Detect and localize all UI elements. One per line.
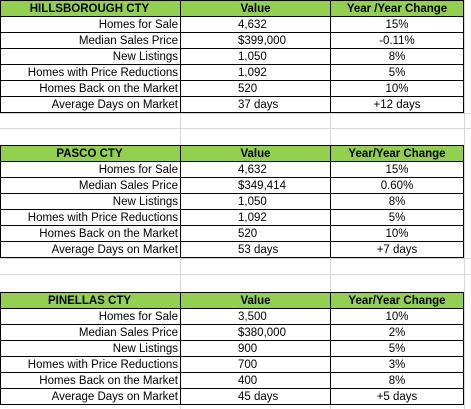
table-row (1, 210, 464, 226)
row-value: 45 days (181, 389, 331, 405)
row-value: 1,092 (181, 65, 331, 81)
table-row (1, 81, 464, 97)
value-header: Value (181, 146, 331, 162)
row-value: 900 (181, 341, 331, 357)
hillsborough-table (0, 0, 464, 113)
table-row (1, 17, 464, 33)
row-change: 8% (331, 373, 464, 389)
row-value: 1,050 (181, 49, 331, 65)
row-label: Homes Back on the Market (1, 81, 181, 97)
row-value: $349,414 (181, 178, 331, 194)
table-header-row (1, 146, 464, 162)
row-change: 10% (331, 81, 464, 97)
table-row (1, 309, 464, 325)
table-header-row (1, 1, 464, 17)
row-label: Homes with Price Reductions (1, 357, 181, 373)
row-value: 53 days (181, 242, 331, 258)
row-label: Average Days on Market (1, 242, 181, 258)
row-value: 1,092 (181, 210, 331, 226)
table-row (1, 341, 464, 357)
row-label: Median Sales Price (1, 325, 181, 341)
row-label: Homes Back on the Market (1, 226, 181, 242)
table-row (1, 226, 464, 242)
pinellas-table (0, 292, 464, 405)
gridline (0, 258, 471, 259)
row-change: 10% (331, 309, 464, 325)
county-title: PASCO CTY (1, 146, 181, 162)
table-header-row (1, 293, 464, 309)
row-label: Median Sales Price (1, 178, 181, 194)
change-header: Year/Year Change (331, 146, 464, 162)
row-label: Homes Back on the Market (1, 373, 181, 389)
row-value: 4,632 (181, 162, 331, 178)
row-label: Average Days on Market (1, 97, 181, 113)
table-row (1, 357, 464, 373)
row-label: New Listings (1, 341, 181, 357)
row-value: 1,050 (181, 194, 331, 210)
row-label: Median Sales Price (1, 33, 181, 49)
table-row (1, 49, 464, 65)
row-value: 4,632 (181, 17, 331, 33)
row-label: Average Days on Market (1, 389, 181, 405)
row-change: 10% (331, 226, 464, 242)
row-value: $399,000 (181, 33, 331, 49)
row-value: 520 (181, 226, 331, 242)
county-title: PINELLAS CTY (1, 293, 181, 309)
row-value: 400 (181, 373, 331, 389)
table-row (1, 33, 464, 49)
gridline (464, 0, 465, 409)
county-title: HILLSBOROUGH CTY (1, 1, 181, 17)
gridline (0, 128, 471, 129)
row-change: 0.60% (331, 178, 464, 194)
gridline (0, 113, 471, 114)
table-row (1, 325, 464, 341)
row-value: 520 (181, 81, 331, 97)
row-change: -0.11% (331, 33, 464, 49)
row-label: Homes with Price Reductions (1, 65, 181, 81)
row-change: +7 days (331, 242, 464, 258)
row-label: Homes for Sale (1, 309, 181, 325)
row-label: New Listings (1, 49, 181, 65)
pasco-table (0, 145, 464, 258)
value-header: Value (181, 1, 331, 17)
table-row (1, 194, 464, 210)
row-change: 5% (331, 210, 464, 226)
row-change: 8% (331, 194, 464, 210)
change-header: Year /Year Change (331, 1, 464, 17)
row-value: 3,500 (181, 309, 331, 325)
table-row (1, 178, 464, 194)
row-change: +12 days (331, 97, 464, 113)
row-change: 3% (331, 357, 464, 373)
row-change: 15% (331, 17, 464, 33)
row-change: 15% (331, 162, 464, 178)
value-header: Value (181, 293, 331, 309)
table-row (1, 65, 464, 81)
table-row (1, 242, 464, 258)
table-row (1, 162, 464, 178)
row-change: 5% (331, 341, 464, 357)
row-change: 2% (331, 325, 464, 341)
row-value: 700 (181, 357, 331, 373)
row-value: $380,000 (181, 325, 331, 341)
row-label: New Listings (1, 194, 181, 210)
table-row (1, 97, 464, 113)
row-label: Homes with Price Reductions (1, 210, 181, 226)
row-value: 37 days (181, 97, 331, 113)
row-change: +5 days (331, 389, 464, 405)
table-row (1, 389, 464, 405)
row-change: 8% (331, 49, 464, 65)
gridline (0, 274, 471, 275)
row-change: 5% (331, 65, 464, 81)
change-header: Year/Year Change (331, 293, 464, 309)
row-label: Homes for Sale (1, 162, 181, 178)
row-label: Homes for Sale (1, 17, 181, 33)
table-row (1, 373, 464, 389)
